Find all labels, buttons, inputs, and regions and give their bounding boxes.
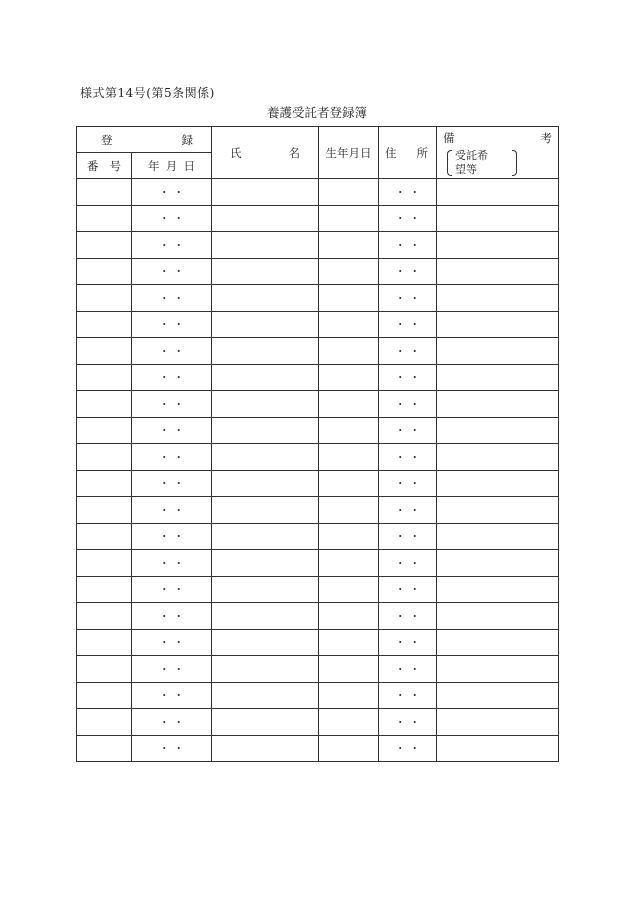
registration-date-cell[interactable] [132, 735, 212, 762]
name-cell[interactable] [212, 338, 319, 365]
name-cell[interactable] [212, 735, 319, 762]
number-cell[interactable] [77, 232, 132, 259]
birthdate-cell[interactable] [319, 682, 379, 709]
address-placeholder: ・ ・ [394, 318, 421, 332]
number-cell[interactable] [77, 735, 132, 762]
remarks-note-line-1: 受託希 [455, 149, 488, 162]
name-cell[interactable] [212, 285, 319, 312]
number-cell[interactable] [77, 576, 132, 603]
table-row [77, 735, 559, 762]
number-cell[interactable] [77, 179, 132, 206]
address-cell[interactable] [379, 656, 437, 683]
date-char-day: 日 [183, 158, 195, 173]
number-cell[interactable] [77, 444, 132, 471]
name-cell[interactable] [212, 603, 319, 630]
address-cell[interactable] [379, 258, 437, 285]
registration-date-placeholder: ・ ・ [158, 212, 185, 226]
registration-date-cell[interactable] [132, 682, 212, 709]
birthdate-cell[interactable] [319, 735, 379, 762]
remarks-note [447, 149, 517, 177]
registration-date-cell[interactable] [132, 470, 212, 497]
address-placeholder: ・ ・ [394, 556, 421, 570]
birthdate-cell[interactable] [319, 523, 379, 550]
registration-date-placeholder: ・ ・ [158, 583, 185, 597]
address-cell[interactable] [379, 444, 437, 471]
registration-date-placeholder: ・ ・ [158, 318, 185, 332]
registration-date-cell[interactable] [132, 576, 212, 603]
birthdate-cell[interactable] [319, 629, 379, 656]
registration-date-placeholder: ・ ・ [158, 503, 185, 517]
number-char-1: 番 [87, 158, 99, 173]
number-cell[interactable] [77, 391, 132, 418]
registration-date-cell[interactable] [132, 523, 212, 550]
remarks-cell[interactable] [437, 338, 559, 365]
number-cell[interactable] [77, 364, 132, 391]
address-char-1: 住 [385, 145, 397, 160]
address-placeholder: ・ ・ [394, 424, 421, 438]
address-placeholder: ・ ・ [394, 583, 421, 597]
registration-date-cell[interactable] [132, 709, 212, 736]
remarks-cell[interactable] [437, 417, 559, 444]
registration-date-placeholder: ・ ・ [158, 556, 185, 570]
address-cell[interactable] [379, 735, 437, 762]
address-cell[interactable] [379, 364, 437, 391]
number-cell[interactable] [77, 311, 132, 338]
number-cell[interactable] [77, 470, 132, 497]
address-placeholder: ・ ・ [394, 397, 421, 411]
name-cell[interactable] [212, 258, 319, 285]
address-cell[interactable] [379, 709, 437, 736]
remarks-cell[interactable] [437, 444, 559, 471]
registration-date-cell[interactable] [132, 629, 212, 656]
table-row [77, 444, 559, 471]
birthdate-cell[interactable] [319, 338, 379, 365]
birthdate-cell[interactable] [319, 656, 379, 683]
form-number: 様式第14号(第5条関係) [80, 86, 215, 100]
address-placeholder: ・ ・ [394, 530, 421, 544]
registration-date-cell[interactable] [132, 550, 212, 577]
birthdate-cell[interactable] [319, 364, 379, 391]
name-char-1: 氏 [230, 145, 242, 160]
number-cell[interactable] [77, 338, 132, 365]
address-placeholder: ・ ・ [394, 742, 421, 756]
registration-date-placeholder: ・ ・ [158, 397, 185, 411]
address-cell[interactable] [379, 232, 437, 259]
name-cell[interactable] [212, 682, 319, 709]
registration-date-placeholder: ・ ・ [158, 477, 185, 491]
registration-date-cell[interactable] [132, 497, 212, 524]
table-row [77, 656, 559, 683]
table-row [77, 603, 559, 630]
number-cell[interactable] [77, 709, 132, 736]
address-cell[interactable] [379, 550, 437, 577]
address-placeholder: ・ ・ [394, 715, 421, 729]
remarks-cell[interactable] [437, 364, 559, 391]
registration-date-placeholder: ・ ・ [158, 238, 185, 252]
birthdate-cell[interactable] [319, 417, 379, 444]
name-cell[interactable] [212, 391, 319, 418]
number-cell[interactable] [77, 258, 132, 285]
number-cell[interactable] [77, 682, 132, 709]
registration-date-placeholder: ・ ・ [158, 450, 185, 464]
remarks-char-1: 備 [443, 131, 455, 145]
remarks-cell[interactable] [437, 550, 559, 577]
registration-char-1: 登 [101, 132, 113, 147]
registration-date-placeholder: ・ ・ [158, 530, 185, 544]
name-cell[interactable] [212, 523, 319, 550]
number-cell[interactable] [77, 629, 132, 656]
remarks-cell[interactable] [437, 629, 559, 656]
table-row [77, 232, 559, 259]
registration-date-cell[interactable] [132, 444, 212, 471]
name-cell[interactable] [212, 497, 319, 524]
address-cell[interactable] [379, 417, 437, 444]
name-cell[interactable] [212, 179, 319, 206]
number-cell[interactable] [77, 497, 132, 524]
table-row [77, 682, 559, 709]
name-cell[interactable] [212, 629, 319, 656]
birthdate-header: 生年月日 [319, 127, 379, 179]
register-table [76, 126, 559, 762]
name-char-2: 名 [288, 145, 300, 160]
date-char-year: 年 [148, 158, 160, 173]
address-cell[interactable] [379, 603, 437, 630]
registration-date-placeholder: ・ ・ [158, 662, 185, 676]
address-cell[interactable] [379, 205, 437, 232]
address-cell[interactable] [379, 285, 437, 312]
registration-date-cell[interactable] [132, 338, 212, 365]
remarks-cell[interactable] [437, 682, 559, 709]
remarks-cell[interactable] [437, 285, 559, 312]
table-row [77, 338, 559, 365]
table-row [77, 391, 559, 418]
table-row [77, 285, 559, 312]
birthdate-cell[interactable] [319, 603, 379, 630]
remarks-cell[interactable] [437, 709, 559, 736]
remarks-cell[interactable] [437, 470, 559, 497]
registration-date-placeholder: ・ ・ [158, 609, 185, 623]
registration-date-placeholder: ・ ・ [158, 742, 185, 756]
address-char-2: 所 [416, 145, 428, 160]
birthdate-cell[interactable] [319, 470, 379, 497]
number-cell[interactable] [77, 523, 132, 550]
name-cell[interactable] [212, 470, 319, 497]
registration-date-cell[interactable] [132, 285, 212, 312]
address-placeholder: ・ ・ [394, 344, 421, 358]
remarks-cell[interactable] [437, 497, 559, 524]
name-cell[interactable] [212, 444, 319, 471]
name-cell[interactable] [212, 417, 319, 444]
registration-date-cell[interactable] [132, 656, 212, 683]
number-cell[interactable] [77, 550, 132, 577]
number-cell[interactable] [77, 656, 132, 683]
address-cell[interactable] [379, 497, 437, 524]
address-cell[interactable] [379, 470, 437, 497]
registration-date-cell[interactable] [132, 311, 212, 338]
birthdate-cell[interactable] [319, 709, 379, 736]
birthdate-cell[interactable] [319, 391, 379, 418]
number-cell[interactable] [77, 205, 132, 232]
birthdate-cell[interactable] [319, 258, 379, 285]
name-cell[interactable] [212, 709, 319, 736]
remarks-cell[interactable] [437, 576, 559, 603]
birthdate-cell[interactable] [319, 205, 379, 232]
name-cell[interactable] [212, 576, 319, 603]
remarks-cell[interactable] [437, 391, 559, 418]
table-row [77, 417, 559, 444]
registration-date-placeholder: ・ ・ [158, 424, 185, 438]
address-cell[interactable] [379, 523, 437, 550]
birthdate-cell[interactable] [319, 444, 379, 471]
table-row [77, 364, 559, 391]
remarks-cell[interactable] [437, 735, 559, 762]
table-row [77, 311, 559, 338]
registration-date-placeholder: ・ ・ [158, 689, 185, 703]
number-cell[interactable] [77, 417, 132, 444]
address-placeholder: ・ ・ [394, 371, 421, 385]
remarks-cell[interactable] [437, 179, 559, 206]
address-placeholder: ・ ・ [394, 185, 421, 199]
address-cell[interactable] [379, 576, 437, 603]
birthdate-cell[interactable] [319, 550, 379, 577]
table-row [77, 550, 559, 577]
registration-date-placeholder: ・ ・ [158, 344, 185, 358]
address-cell[interactable] [379, 629, 437, 656]
table-row [77, 258, 559, 285]
address-placeholder: ・ ・ [394, 238, 421, 252]
table-row [77, 523, 559, 550]
registration-date-cell[interactable] [132, 179, 212, 206]
remarks-cell[interactable] [437, 656, 559, 683]
address-cell[interactable] [379, 338, 437, 365]
table-row [77, 470, 559, 497]
name-cell[interactable] [212, 232, 319, 259]
registration-date-placeholder: ・ ・ [158, 636, 185, 650]
registration-date-cell[interactable] [132, 391, 212, 418]
registration-date-cell[interactable] [132, 417, 212, 444]
address-header [379, 127, 437, 179]
remarks-header [437, 127, 559, 179]
table-row [77, 205, 559, 232]
registration-date-placeholder: ・ ・ [158, 185, 185, 199]
remarks-char-2: 考 [540, 131, 552, 145]
remarks-cell[interactable] [437, 258, 559, 285]
name-cell[interactable] [212, 656, 319, 683]
address-cell[interactable] [379, 311, 437, 338]
name-cell[interactable] [212, 205, 319, 232]
address-cell[interactable] [379, 391, 437, 418]
birthdate-cell[interactable] [319, 497, 379, 524]
table-row [77, 497, 559, 524]
registration-date-placeholder: ・ ・ [158, 715, 185, 729]
registration-date-placeholder: ・ ・ [158, 265, 185, 279]
registration-date-cell[interactable] [132, 205, 212, 232]
name-header [212, 127, 319, 179]
table-row [77, 709, 559, 736]
remarks-cell[interactable] [437, 311, 559, 338]
remarks-note-line-2: 望等 [455, 163, 477, 176]
address-placeholder: ・ ・ [394, 450, 421, 464]
document-title: 養護受託者登録簿 [266, 105, 367, 120]
number-cell[interactable] [77, 285, 132, 312]
registration-header [77, 127, 212, 153]
address-placeholder: ・ ・ [394, 212, 421, 226]
registration-date-placeholder: ・ ・ [158, 371, 185, 385]
table-row [77, 576, 559, 603]
registration-date-cell[interactable] [132, 603, 212, 630]
remarks-cell[interactable] [437, 523, 559, 550]
registration-date-cell[interactable] [132, 232, 212, 259]
address-placeholder: ・ ・ [394, 689, 421, 703]
name-cell[interactable] [212, 311, 319, 338]
address-cell[interactable] [379, 179, 437, 206]
birthdate-cell[interactable] [319, 179, 379, 206]
registration-date-cell[interactable] [132, 364, 212, 391]
registration-date-cell[interactable] [132, 258, 212, 285]
registration-date-placeholder: ・ ・ [158, 291, 185, 305]
address-placeholder: ・ ・ [394, 477, 421, 491]
registration-char-2: 録 [181, 132, 193, 147]
birthdate-cell[interactable] [319, 576, 379, 603]
table-row [77, 629, 559, 656]
birthdate-cell[interactable] [319, 232, 379, 259]
name-cell[interactable] [212, 364, 319, 391]
address-placeholder: ・ ・ [394, 291, 421, 305]
remarks-cell[interactable] [437, 232, 559, 259]
address-placeholder: ・ ・ [394, 609, 421, 623]
address-placeholder: ・ ・ [394, 636, 421, 650]
date-header [132, 153, 212, 179]
name-cell[interactable] [212, 550, 319, 577]
remarks-cell[interactable] [437, 205, 559, 232]
date-char-month: 月 [165, 158, 178, 173]
number-cell[interactable] [77, 603, 132, 630]
birthdate-cell[interactable] [319, 285, 379, 312]
address-cell[interactable] [379, 682, 437, 709]
birthdate-cell[interactable] [319, 311, 379, 338]
table-row [77, 179, 559, 206]
address-placeholder: ・ ・ [394, 265, 421, 279]
remarks-cell[interactable] [437, 603, 559, 630]
number-char-2: 号 [109, 158, 121, 173]
number-header [77, 153, 132, 179]
address-placeholder: ・ ・ [394, 662, 421, 676]
address-placeholder: ・ ・ [394, 503, 421, 517]
